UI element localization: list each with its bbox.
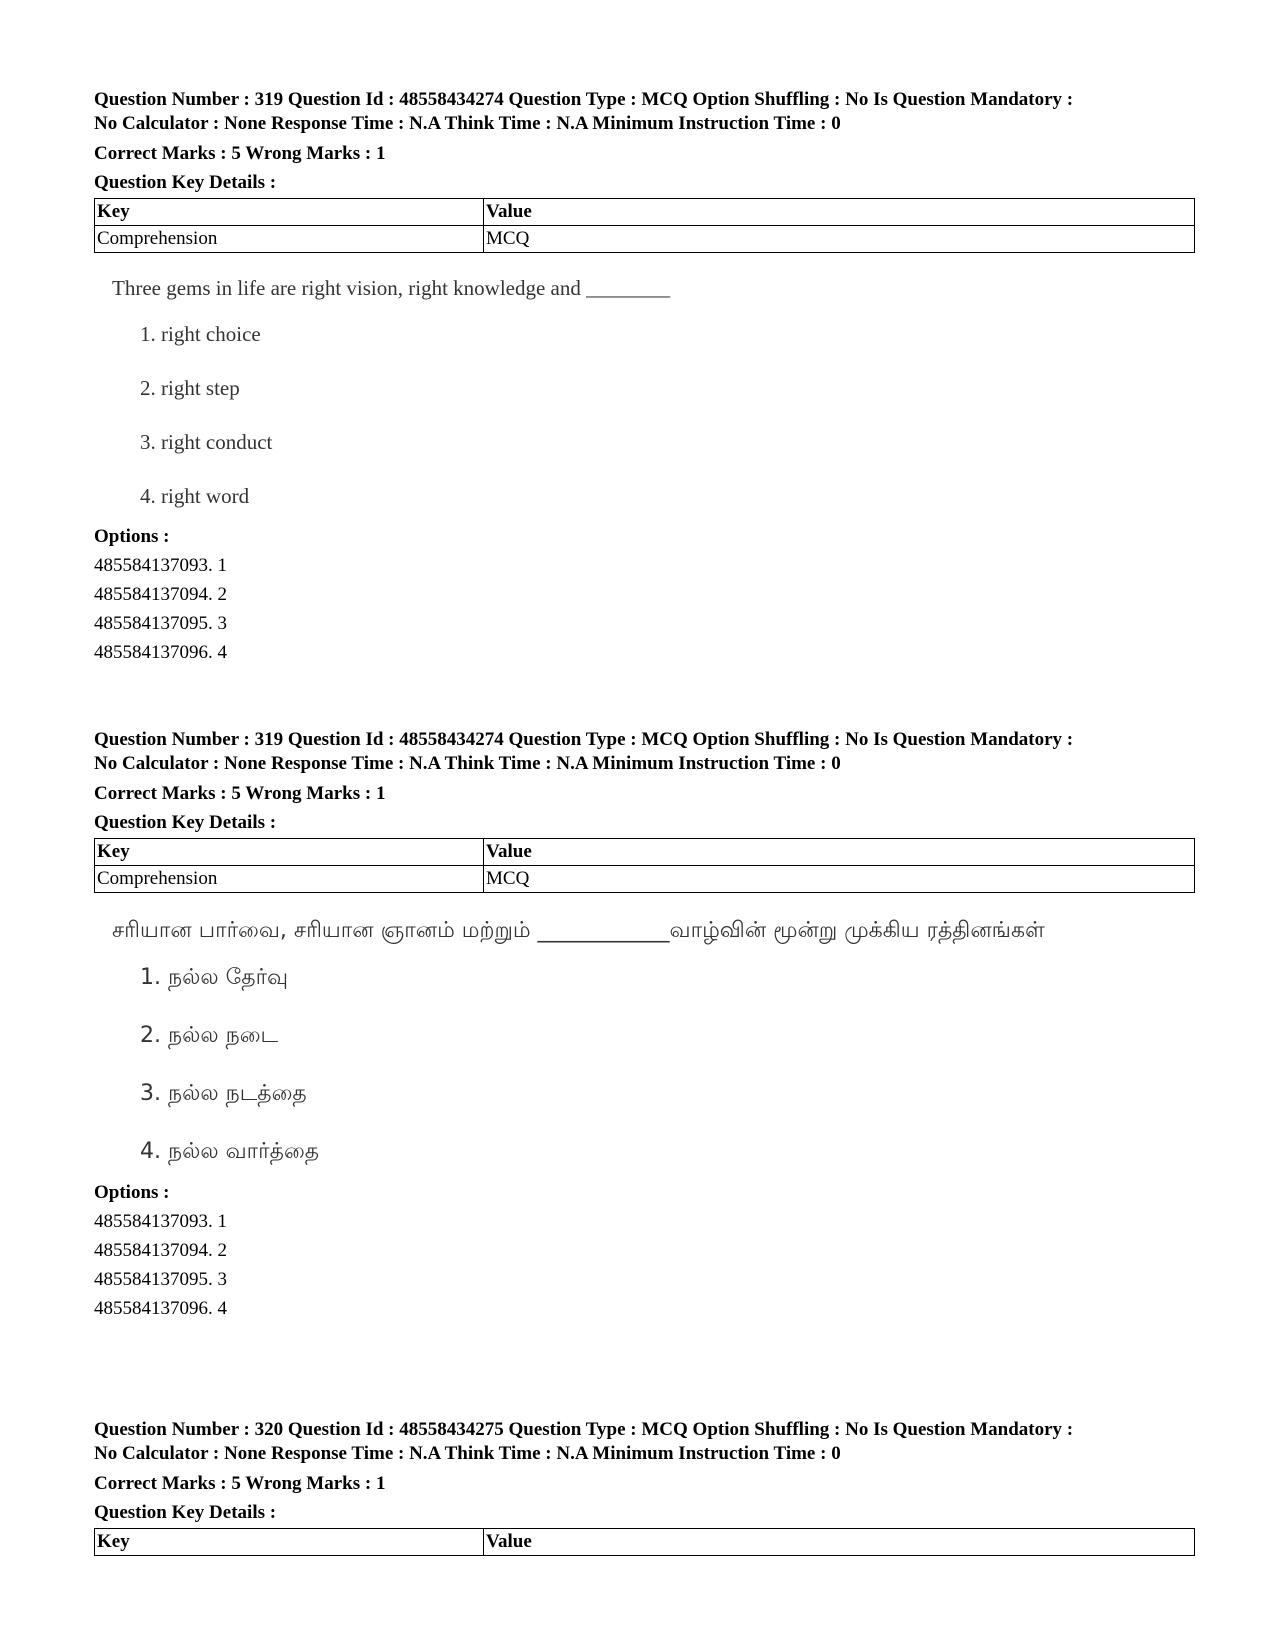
choice-item: 2. நல்ல நடை bbox=[140, 1023, 279, 1048]
marks-line: Correct Marks : 5 Wrong Marks : 1 bbox=[94, 783, 386, 804]
meta-line: No Calculator : None Response Time : N.A Think Time : N.A Minimum Instruction Time : 0 bbox=[94, 753, 841, 774]
key-details-table bbox=[94, 198, 1195, 253]
key-details-table bbox=[94, 838, 1195, 893]
choice-item: 4. நல்ல வார்த்தை bbox=[140, 1139, 320, 1164]
option-item: 485584137093. 1 bbox=[94, 555, 227, 576]
table-header-key: Key bbox=[95, 199, 484, 226]
options-label: Options : bbox=[94, 1182, 170, 1203]
option-item: 485584137096. 4 bbox=[94, 642, 227, 663]
table-header-value: Value bbox=[484, 1529, 1195, 1556]
table-cell-key: Comprehension bbox=[95, 866, 484, 893]
key-details-table bbox=[94, 1528, 1195, 1556]
table-row bbox=[95, 866, 1195, 893]
choice-list bbox=[140, 319, 1194, 535]
meta-line: No Calculator : None Response Time : N.A Think Time : N.A Minimum Instruction Time : 0 bbox=[94, 113, 841, 134]
table-cell-value: MCQ bbox=[484, 866, 1195, 893]
marks-line: Correct Marks : 5 Wrong Marks : 1 bbox=[94, 143, 386, 164]
table-header-key: Key bbox=[95, 839, 484, 866]
choice-item: 2. right step bbox=[140, 376, 240, 400]
option-item: 485584137093. 1 bbox=[94, 1211, 227, 1232]
table-row bbox=[95, 226, 1195, 253]
key-details-label: Question Key Details : bbox=[94, 812, 277, 833]
choice-item: 1. right choice bbox=[140, 322, 261, 346]
table-header-value: Value bbox=[484, 199, 1195, 226]
question-text: சரியான பார்வை, சரியான ஞானம் மற்றும் ____________வாழ்வின் மூன்று முக்கிய ரத்தினங்கள் bbox=[112, 918, 1045, 943]
question-block bbox=[94, 88, 1194, 667]
question-meta bbox=[94, 88, 1194, 136]
options-label: Options : bbox=[94, 526, 170, 547]
marks-line: Correct Marks : 5 Wrong Marks : 1 bbox=[94, 1473, 386, 1494]
table-header-row bbox=[95, 1529, 1195, 1556]
meta-line: No Calculator : None Response Time : N.A Think Time : N.A Minimum Instruction Time : 0 bbox=[94, 1443, 841, 1464]
meta-line: Question Number : 319 Question Id : 48558434274 Question Type : MCQ Option Shuffling : No Is Question Mandatory : bbox=[94, 729, 1074, 750]
key-details-label: Question Key Details : bbox=[94, 172, 277, 193]
option-item: 485584137095. 3 bbox=[94, 1269, 227, 1290]
question-meta bbox=[94, 1418, 1194, 1466]
table-header-key: Key bbox=[95, 1529, 484, 1556]
choice-item: 3. நல்ல நடத்தை bbox=[140, 1081, 307, 1106]
table-header-row bbox=[95, 839, 1195, 866]
key-details-label: Question Key Details : bbox=[94, 1502, 277, 1523]
table-header-value: Value bbox=[484, 839, 1195, 866]
table-header-row bbox=[95, 199, 1195, 226]
question-text: Three gems in life are right vision, right knowledge and ________ bbox=[112, 276, 671, 300]
choice-item: 3. right conduct bbox=[140, 430, 273, 454]
table-cell-value: MCQ bbox=[484, 226, 1195, 253]
choice-item: 1. நல்ல தேர்வு bbox=[140, 965, 289, 990]
choice-list bbox=[140, 963, 1194, 1195]
meta-line: Question Number : 320 Question Id : 48558434275 Question Type : MCQ Option Shuffling : No Is Question Mandatory : bbox=[94, 1419, 1074, 1440]
meta-line: Question Number : 319 Question Id : 48558434274 Question Type : MCQ Option Shuffling : No Is Question Mandatory : bbox=[94, 89, 1074, 110]
option-item: 485584137095. 3 bbox=[94, 613, 227, 634]
question-block bbox=[94, 728, 1194, 1323]
question-block bbox=[94, 1418, 1194, 1556]
option-item: 485584137094. 2 bbox=[94, 1240, 227, 1261]
choice-item: 4. right word bbox=[140, 484, 250, 508]
option-item: 485584137094. 2 bbox=[94, 584, 227, 605]
table-cell-key: Comprehension bbox=[95, 226, 484, 253]
question-meta bbox=[94, 728, 1194, 776]
option-item: 485584137096. 4 bbox=[94, 1298, 227, 1319]
